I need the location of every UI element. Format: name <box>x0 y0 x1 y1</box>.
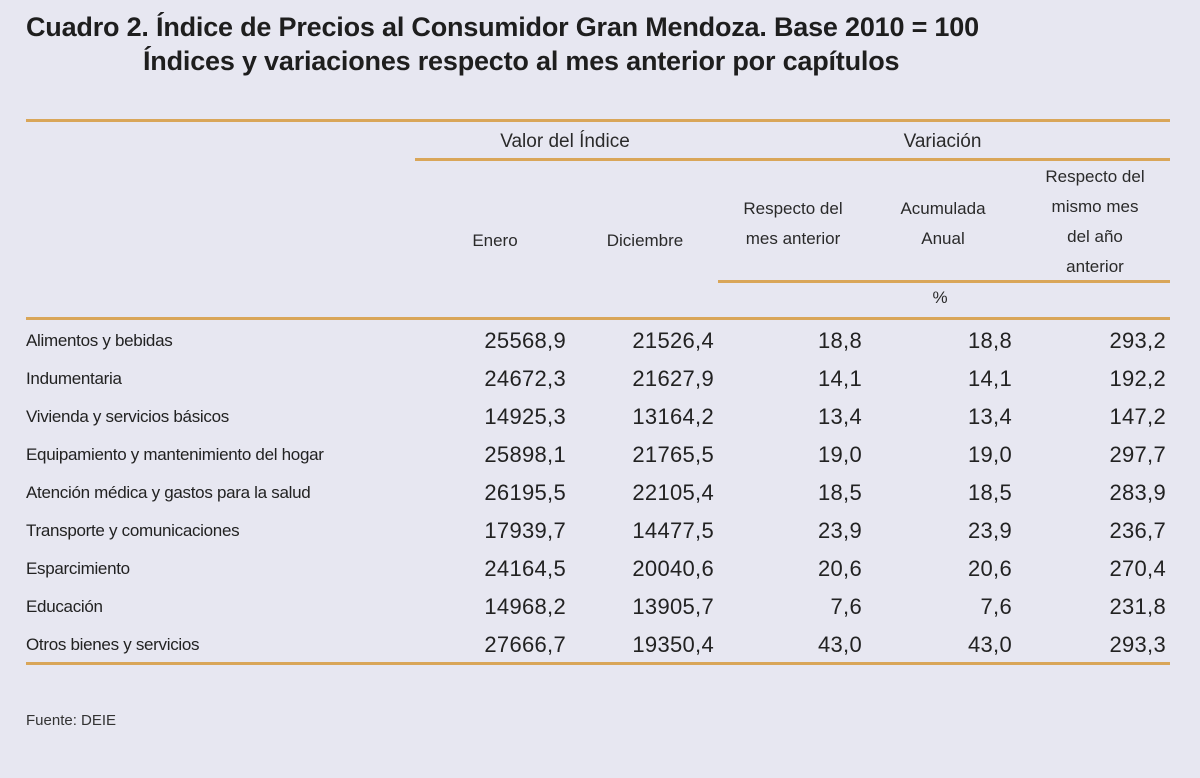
cell-enero: 26195,5 <box>484 480 566 505</box>
cell-diciembre: 21627,9 <box>632 366 714 391</box>
col-header-resp-mes-1: Respecto del <box>743 199 843 218</box>
col-header-resp-anio-3: del año <box>1067 227 1123 246</box>
table-row <box>26 588 1172 626</box>
cell-var-acum: 43,0 <box>967 632 1012 657</box>
cell-var-acum: 7,6 <box>980 594 1012 619</box>
title-line-2: Índices y variaciones respecto al mes anterior por capítulos <box>143 46 900 76</box>
cell-enero: 25898,1 <box>484 442 566 467</box>
cell-var-mes: 43,0 <box>817 632 862 657</box>
cell-var-mes: 7,6 <box>830 594 862 619</box>
table-row <box>26 436 1172 474</box>
unit-label: % <box>932 288 948 307</box>
group-header-rule <box>415 158 1170 161</box>
col-header-resp-anio-2: mismo mes <box>1051 197 1139 216</box>
cell-var-anio: 297,7 <box>1109 442 1166 467</box>
cell-diciembre: 21526,4 <box>632 328 714 353</box>
table-row <box>26 512 1172 550</box>
cell-var-mes: 14,1 <box>817 366 862 391</box>
col-header-acum-1: Acumulada <box>900 199 986 218</box>
table-row <box>26 474 1172 512</box>
cell-var-acum: 18,8 <box>967 328 1012 353</box>
cell-enero: 24164,5 <box>484 556 566 581</box>
row-category: Otros bienes y servicios <box>26 635 200 654</box>
cell-diciembre: 19350,4 <box>632 632 714 657</box>
cell-var-acum: 23,9 <box>967 518 1012 543</box>
col-header-resp-anio-4: anterior <box>1066 257 1124 276</box>
cell-enero: 14968,2 <box>484 594 566 619</box>
cell-diciembre: 22105,4 <box>632 480 714 505</box>
cell-var-acum: 18,5 <box>967 480 1012 505</box>
row-category: Esparcimiento <box>26 559 130 578</box>
cell-var-anio: 283,9 <box>1109 480 1166 505</box>
cell-var-acum: 13,4 <box>967 404 1012 429</box>
cell-diciembre: 21765,5 <box>632 442 714 467</box>
cell-diciembre: 14477,5 <box>632 518 714 543</box>
cell-enero: 14925,3 <box>484 404 566 429</box>
cell-var-mes: 23,9 <box>817 518 862 543</box>
table-row <box>26 322 1172 360</box>
header-bottom-rule <box>26 317 1170 320</box>
row-category: Vivienda y servicios básicos <box>26 407 229 426</box>
cell-var-anio: 293,2 <box>1109 328 1166 353</box>
cell-var-mes: 20,6 <box>817 556 862 581</box>
source-note: Fuente: DEIE <box>26 712 117 729</box>
cell-var-anio: 147,2 <box>1109 404 1166 429</box>
table-row <box>26 626 1172 664</box>
cell-var-anio: 192,2 <box>1109 366 1166 391</box>
cell-enero: 24672,3 <box>484 366 566 391</box>
cell-enero: 17939,7 <box>484 518 566 543</box>
cell-enero: 27666,7 <box>484 632 566 657</box>
row-category: Alimentos y bebidas <box>26 331 173 350</box>
cell-diciembre: 13905,7 <box>632 594 714 619</box>
title-line-1: Cuadro 2. Índice de Precios al Consumidor Gran Mendoza. Base 2010 = 100 <box>26 12 979 42</box>
cell-var-acum: 20,6 <box>967 556 1012 581</box>
col-header-resp-anio-1: Respecto del <box>1045 167 1145 186</box>
row-category: Atención médica y gastos para la salud <box>26 483 311 502</box>
cell-var-anio: 293,3 <box>1109 632 1166 657</box>
col-header-resp-mes-2: mes anterior <box>745 229 841 248</box>
row-category: Indumentaria <box>26 369 122 388</box>
cell-var-anio: 236,7 <box>1109 518 1166 543</box>
row-category: Equipamiento y mantenimiento del hogar <box>26 445 324 464</box>
cell-var-mes: 19,0 <box>817 442 862 467</box>
cell-var-anio: 231,8 <box>1109 594 1166 619</box>
cell-var-mes: 18,5 <box>817 480 862 505</box>
cell-var-anio: 270,4 <box>1109 556 1166 581</box>
cell-var-acum: 19,0 <box>967 442 1012 467</box>
col-header-diciembre: Diciembre <box>606 231 684 250</box>
cell-diciembre: 13164,2 <box>632 404 714 429</box>
cell-var-acum: 14,1 <box>967 366 1012 391</box>
table-row <box>26 360 1172 398</box>
table-row <box>26 550 1172 588</box>
col-header-acum-2: Anual <box>921 229 965 248</box>
row-category: Transporte y comunicaciones <box>26 521 240 540</box>
table-title <box>26 10 1176 78</box>
group-header-valor: Valor del Índice <box>500 131 630 152</box>
group-header-variacion: Variación <box>903 131 982 152</box>
table-row <box>26 398 1172 436</box>
col-header-enero: Enero <box>472 231 518 250</box>
cell-enero: 25568,9 <box>484 328 566 353</box>
cell-var-mes: 18,8 <box>817 328 862 353</box>
row-category: Educación <box>26 597 103 616</box>
top-rule <box>26 119 1170 122</box>
cell-var-mes: 13,4 <box>817 404 862 429</box>
cell-diciembre: 20040,6 <box>632 556 714 581</box>
